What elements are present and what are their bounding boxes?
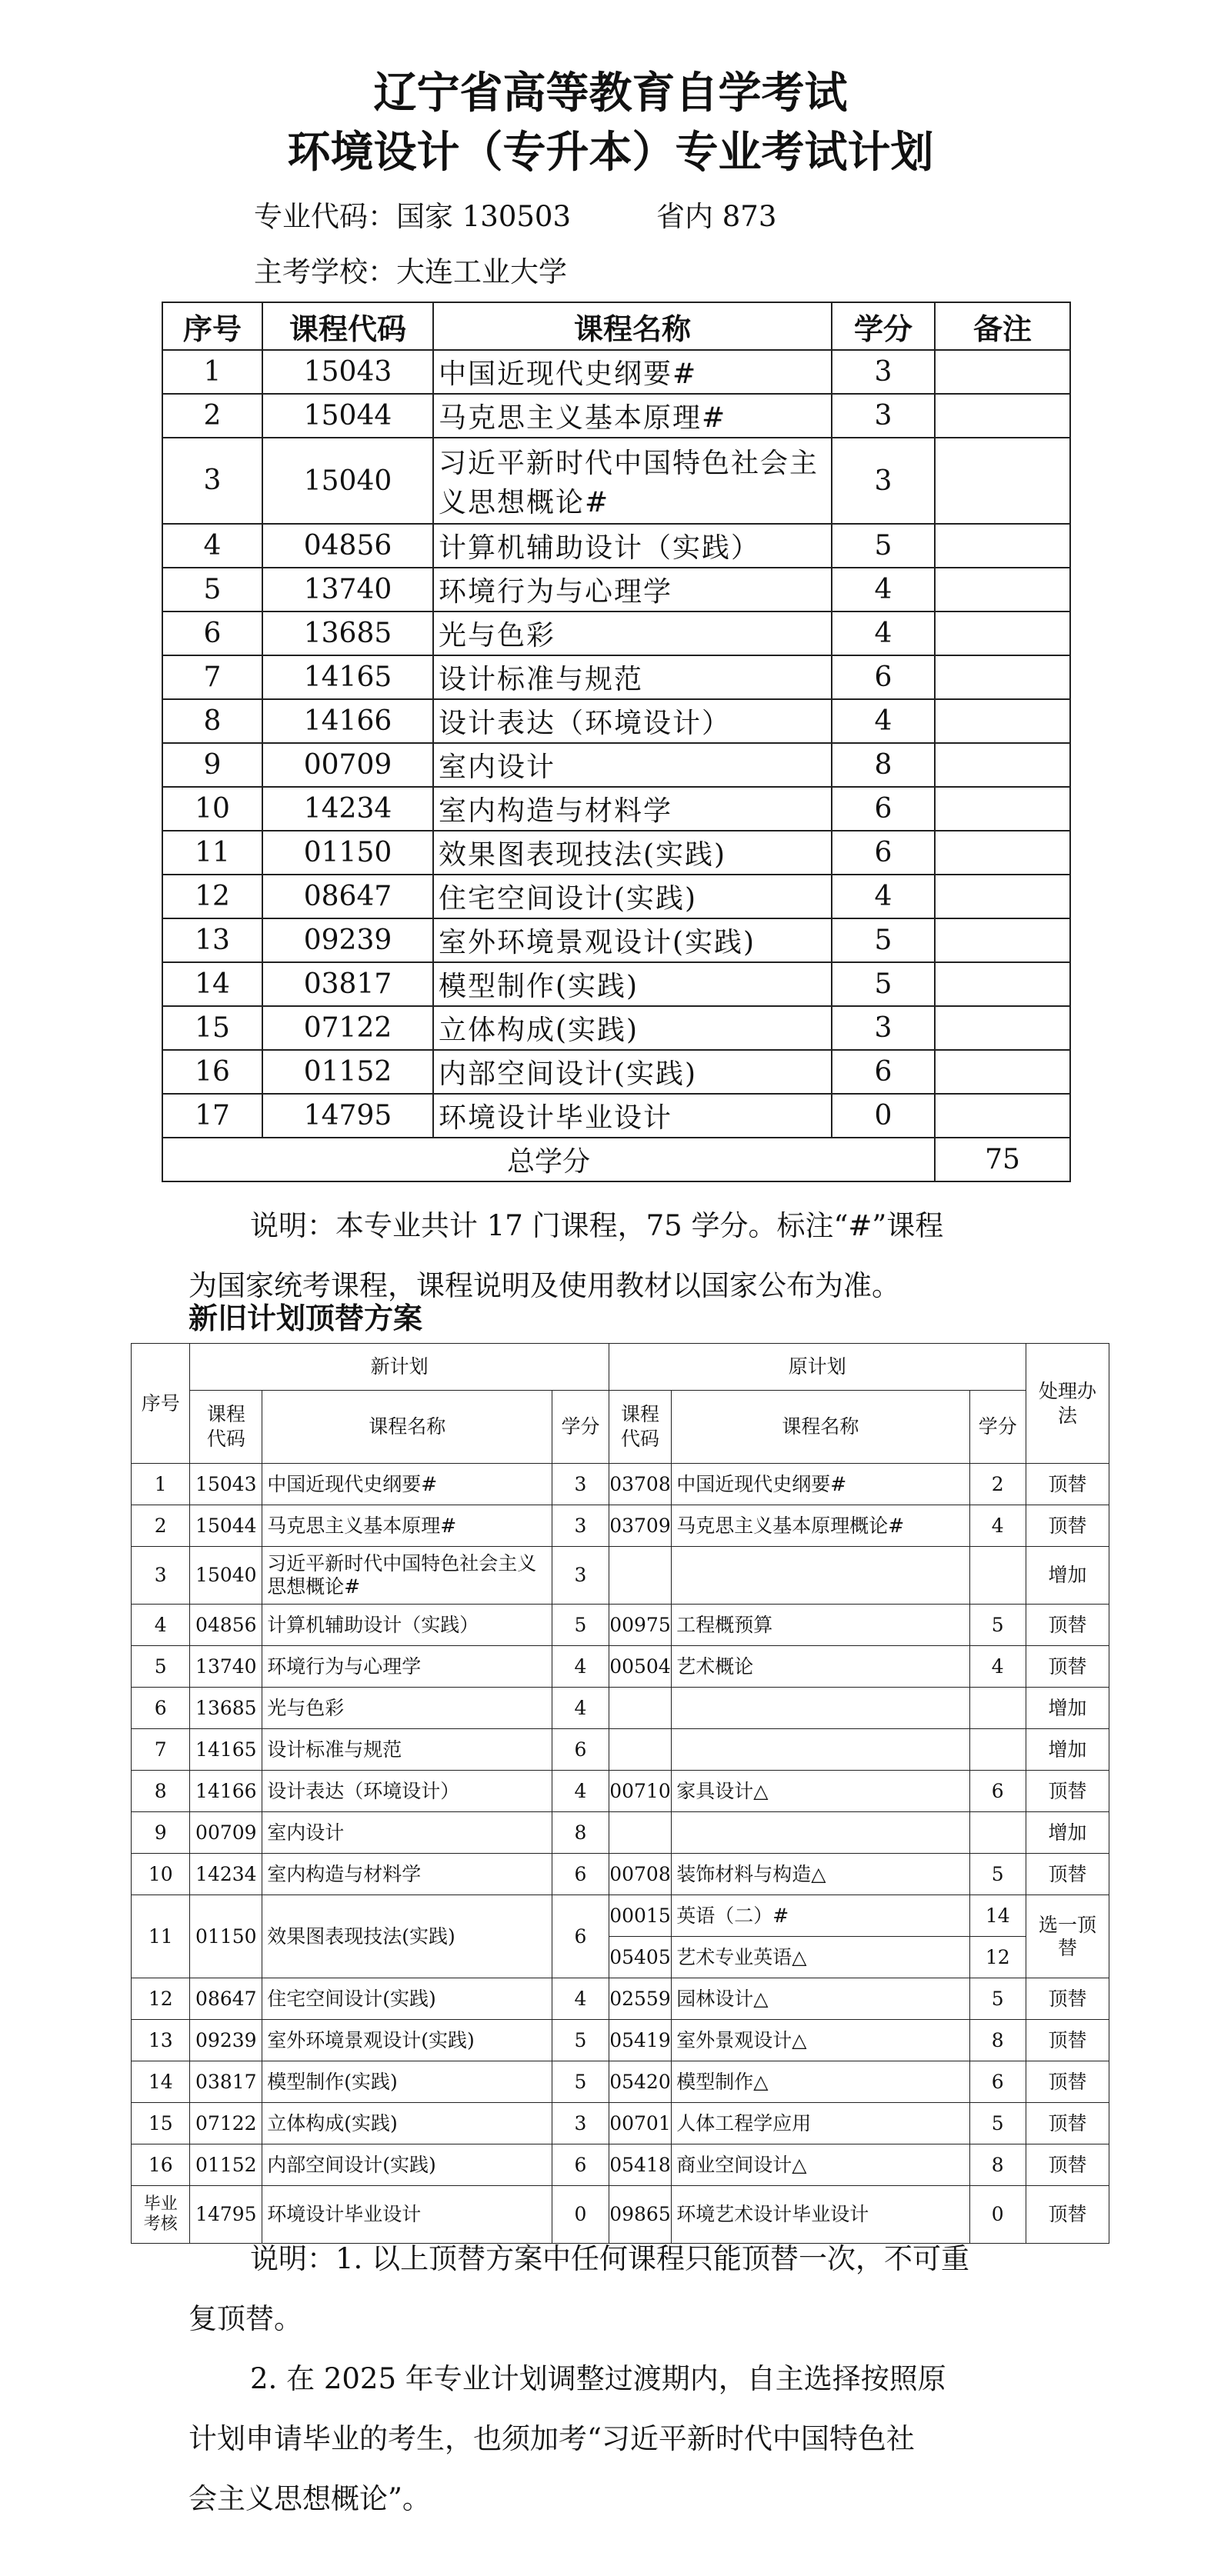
- cell-no: 11: [162, 831, 262, 875]
- replace-note-p1-line1: 说明：1. 以上顶替方案中任何课程只能顶替一次，不可重: [250, 2242, 970, 2275]
- cell-credit: 3: [832, 350, 935, 394]
- cell-new-name: 光与色彩: [262, 1688, 552, 1729]
- cell-name: 马克思主义基本原理#: [433, 394, 832, 438]
- cell-no: 12: [132, 1978, 190, 2020]
- cell-note: [935, 438, 1070, 524]
- cell-new-code: 00709: [190, 1812, 262, 1854]
- cell-method: 增加: [1026, 1812, 1109, 1854]
- cell-new-credit: 6: [552, 1729, 609, 1771]
- cell-old-name: 装饰材料与构造△: [672, 1854, 969, 1895]
- table-row: [132, 1464, 1109, 1505]
- cell-no: 2: [162, 394, 262, 438]
- cell-method: 顶替: [1026, 2186, 1109, 2244]
- cell-old-code: 00701: [609, 2103, 672, 2144]
- table-row: [162, 1050, 1070, 1094]
- cell-note: [935, 962, 1070, 1006]
- cell-no: 9: [162, 743, 262, 787]
- cell-no: 3: [132, 1547, 190, 1605]
- cell-note: [935, 1050, 1070, 1094]
- cell-no: 4: [162, 524, 262, 568]
- cell-credit: 4: [832, 699, 935, 743]
- cell-no: 11: [132, 1895, 190, 1978]
- cell-code: 15040: [262, 438, 433, 524]
- cell-new-credit: 4: [552, 1646, 609, 1688]
- cell-old-name: 室外景观设计△: [672, 2020, 969, 2061]
- cell-no: 4: [132, 1605, 190, 1646]
- rh-new-credit: 学分: [552, 1391, 609, 1464]
- cell-new-credit: 3: [552, 1464, 609, 1505]
- cell-old-credit: 5: [969, 1978, 1026, 2020]
- replacement-table: [131, 1343, 1109, 2244]
- cell-new-name: 室内设计: [262, 1812, 552, 1854]
- cell-old-credit: 5: [969, 2103, 1026, 2144]
- cell-name: 设计表达（环境设计）: [433, 699, 832, 743]
- cell-old-name: [672, 1729, 969, 1771]
- cell-credit: 8: [832, 743, 935, 787]
- cell-method: 顶替: [1026, 1978, 1109, 2020]
- total-label: 总学分: [162, 1138, 935, 1181]
- cell-method: 增加: [1026, 1547, 1109, 1605]
- cell-old-credit: 6: [969, 2061, 1026, 2103]
- cell-name: 住宅空间设计(实践): [433, 875, 832, 918]
- cell-no: 3: [162, 438, 262, 524]
- cell-method: 顶替: [1026, 2144, 1109, 2186]
- cell-credit: 4: [832, 875, 935, 918]
- cell-old-name: 家具设计△: [672, 1771, 969, 1812]
- rh-old-credit: 学分: [969, 1391, 1026, 1464]
- cell-note: [935, 568, 1070, 612]
- plan-note-line1: 说明：本专业共计 17 门课程，75 学分。标注“#”课程: [250, 1209, 944, 1242]
- table-row: [132, 1854, 1109, 1895]
- header-name: 课程名称: [433, 302, 832, 350]
- cell-new-code: 14166: [190, 1771, 262, 1812]
- cell-no: 8: [162, 699, 262, 743]
- cell-credit: 6: [832, 1050, 935, 1094]
- cell-old-code: 00710: [609, 1771, 672, 1812]
- total-value: 75: [935, 1138, 1070, 1181]
- rh-new-plan: 新计划: [190, 1344, 609, 1391]
- cell-no: 毕业考核: [132, 2186, 190, 2244]
- cell-old-code: 00504: [609, 1646, 672, 1688]
- plan-table-body: [162, 350, 1070, 1181]
- major-code-line: 专业代码：国家 130503 省内 873: [254, 200, 777, 233]
- cell-no: 1: [132, 1464, 190, 1505]
- cell-new-credit: 5: [552, 2061, 609, 2103]
- cell-name: 内部空间设计(实践): [433, 1050, 832, 1094]
- cell-new-code: 04856: [190, 1605, 262, 1646]
- cell-no: 15: [162, 1006, 262, 1050]
- cell-old-code: 05419: [609, 2020, 672, 2061]
- cell-no: 13: [132, 2020, 190, 2061]
- cell-code: 15043: [262, 350, 433, 394]
- cell-code: 01150: [262, 831, 433, 875]
- table-row: [162, 438, 1070, 524]
- cell-no: 13: [162, 918, 262, 962]
- cell-name: 室外环境景观设计(实践): [433, 918, 832, 962]
- table-row: [162, 394, 1070, 438]
- cell-note: [935, 831, 1070, 875]
- cell-new-credit: 6: [552, 2144, 609, 2186]
- cell-old-name: [672, 1547, 969, 1605]
- cell-new-code: 09239: [190, 2020, 262, 2061]
- cell-new-name: 模型制作(实践): [262, 2061, 552, 2103]
- cell-no: 9: [132, 1812, 190, 1854]
- replace-row-11: [132, 1895, 1109, 1978]
- header-no: 序号: [162, 302, 262, 350]
- replace-table-body-a: [132, 1464, 1109, 1895]
- cell-note: [935, 1094, 1070, 1138]
- cell-new-code: 01152: [190, 2144, 262, 2186]
- header-note: 备注: [935, 302, 1070, 350]
- table-row: [162, 350, 1070, 394]
- cell-code: 14795: [262, 1094, 433, 1138]
- cell-credit: 5: [832, 524, 935, 568]
- table-row: [162, 831, 1070, 875]
- cell-note: [935, 350, 1070, 394]
- doc-title-line1: 辽宁省高等教育自学考试: [373, 68, 848, 118]
- cell-old-code: [609, 1812, 672, 1854]
- cell-new-name: 室内构造与材料学: [262, 1854, 552, 1895]
- replace-note-p2-line2: 计划申请毕业的考生，也须加考“习近平新时代中国特色社: [188, 2422, 915, 2455]
- header-credit: 学分: [832, 302, 935, 350]
- rh-old-plan: 原计划: [609, 1344, 1026, 1391]
- cell-old-credit: 14: [969, 1895, 1026, 1937]
- cell-method: 增加: [1026, 1688, 1109, 1729]
- cell-credit: 4: [832, 612, 935, 655]
- cell-old-name: 商业空间设计△: [672, 2144, 969, 2186]
- table-row: [162, 612, 1070, 655]
- cell-credit: 3: [832, 394, 935, 438]
- table-row: [132, 1505, 1109, 1547]
- table-row: [162, 1094, 1070, 1138]
- cell-new-credit: 8: [552, 1812, 609, 1854]
- cell-no: 6: [132, 1688, 190, 1729]
- cell-new-name: 立体构成(实践): [262, 2103, 552, 2144]
- cell-old-credit: 8: [969, 2144, 1026, 2186]
- cell-old-code: [609, 1688, 672, 1729]
- cell-credit: 3: [832, 1006, 935, 1050]
- cell-old-name: 艺术概论: [672, 1646, 969, 1688]
- cell-old-credit: 8: [969, 2020, 1026, 2061]
- cell-old-code: 02559: [609, 1978, 672, 2020]
- cell-new-name: 马克思主义基本原理#: [262, 1505, 552, 1547]
- cell-no: 7: [132, 1729, 190, 1771]
- cell-old-code: [609, 1729, 672, 1771]
- cell-credit: 0: [832, 1094, 935, 1138]
- cell-code: 03817: [262, 962, 433, 1006]
- cell-note: [935, 918, 1070, 962]
- cell-new-name: 设计表达（环境设计）: [262, 1771, 552, 1812]
- cell-new-name: 习近平新时代中国特色社会主义思想概论#: [262, 1547, 552, 1605]
- cell-new-name: 住宅空间设计(实践): [262, 1978, 552, 2020]
- table-row: [132, 2103, 1109, 2144]
- cell-new-credit: 3: [552, 2103, 609, 2144]
- cell-old-code: 05418: [609, 2144, 672, 2186]
- cell-new-name: 中国近现代史纲要#: [262, 1464, 552, 1505]
- cell-name: 习近平新时代中国特色社会主义思想概论#: [433, 438, 832, 524]
- table-row: [132, 1646, 1109, 1688]
- replace-note-p2-line1: 2. 在 2025 年专业计划调整过渡期内，自主选择按照原: [250, 2362, 946, 2395]
- cell-new-code: 15044: [190, 1505, 262, 1547]
- total-row: [162, 1138, 1070, 1181]
- cell-old-credit: 4: [969, 1646, 1026, 1688]
- cell-no: 5: [162, 568, 262, 612]
- plan-note-line2: 为国家统考课程，课程说明及使用教材以国家公布为准。: [188, 1269, 900, 1302]
- cell-method: 增加: [1026, 1729, 1109, 1771]
- cell-credit: 4: [832, 568, 935, 612]
- cell-method: 顶替: [1026, 2061, 1109, 2103]
- cell-new-name: 计算机辅助设计（实践）: [262, 1605, 552, 1646]
- cell-new-credit: 4: [552, 1771, 609, 1812]
- cell-no: 16: [162, 1050, 262, 1094]
- cell-name: 效果图表现技法(实践): [433, 831, 832, 875]
- cell-credit: 6: [832, 655, 935, 699]
- cell-code: 14234: [262, 787, 433, 831]
- cell-no: 12: [162, 875, 262, 918]
- cell-new-code: 08647: [190, 1978, 262, 2020]
- cell-no: 1: [162, 350, 262, 394]
- cell-old-credit: 0: [969, 2186, 1026, 2244]
- cell-new-credit: 4: [552, 1688, 609, 1729]
- cell-new-code: 15040: [190, 1547, 262, 1605]
- cell-old-code: 09865: [609, 2186, 672, 2244]
- cell-method: 顶替: [1026, 1854, 1109, 1895]
- cell-new-credit: 4: [552, 1978, 609, 2020]
- table-row: [162, 1006, 1070, 1050]
- table-row: [132, 1978, 1109, 2020]
- cell-old-credit: [969, 1547, 1026, 1605]
- exam-plan-table: [162, 302, 1071, 1182]
- cell-new-name: 效果图表现技法(实践): [262, 1895, 552, 1978]
- table-row: [132, 2061, 1109, 2103]
- table-row: [132, 1729, 1109, 1771]
- cell-new-code: 15043: [190, 1464, 262, 1505]
- table-row: [162, 962, 1070, 1006]
- cell-new-credit: 6: [552, 1895, 609, 1978]
- replace-header-row2: [132, 1391, 1109, 1464]
- cell-old-name: [672, 1812, 969, 1854]
- cell-old-code: 05405: [609, 1937, 672, 1978]
- cell-old-name: 环境艺术设计毕业设计: [672, 2186, 969, 2244]
- cell-name: 设计标准与规范: [433, 655, 832, 699]
- cell-note: [935, 524, 1070, 568]
- cell-name: 室内设计: [433, 743, 832, 787]
- table-row: [162, 699, 1070, 743]
- cell-old-name: 工程概预算: [672, 1605, 969, 1646]
- cell-new-code: 14165: [190, 1729, 262, 1771]
- cell-new-credit: 3: [552, 1547, 609, 1605]
- table-row: [162, 568, 1070, 612]
- cell-no: 16: [132, 2144, 190, 2186]
- table-row: [132, 2020, 1109, 2061]
- cell-old-name: 人体工程学应用: [672, 2103, 969, 2144]
- cell-new-code: 14795: [190, 2186, 262, 2244]
- cell-new-credit: 0: [552, 2186, 609, 2244]
- cell-new-code: 01150: [190, 1895, 262, 1978]
- cell-old-name: 园林设计△: [672, 1978, 969, 2020]
- cell-old-name: [672, 1688, 969, 1729]
- cell-method: 顶替: [1026, 1505, 1109, 1547]
- table-row: [132, 1895, 1109, 1937]
- cell-code: 07122: [262, 1006, 433, 1050]
- cell-credit: 6: [832, 831, 935, 875]
- cell-old-code: 03708: [609, 1464, 672, 1505]
- cell-method: 顶替: [1026, 1646, 1109, 1688]
- plan-note: [188, 1196, 1073, 1316]
- cell-name: 环境行为与心理学: [433, 568, 832, 612]
- cell-note: [935, 612, 1070, 655]
- replace-note-p2-line3: 会主义思想概论”。: [188, 2482, 431, 2515]
- cell-new-credit: 3: [552, 1505, 609, 1547]
- cell-no: 10: [162, 787, 262, 831]
- cell-note: [935, 1006, 1070, 1050]
- cell-note: [935, 699, 1070, 743]
- cell-method: 顶替: [1026, 2103, 1109, 2144]
- cell-old-name: 中国近现代史纲要#: [672, 1464, 969, 1505]
- table-row: [132, 1547, 1109, 1605]
- rh-new-name: 课程名称: [262, 1391, 552, 1464]
- cell-new-code: 13685: [190, 1688, 262, 1729]
- cell-old-credit: [969, 1729, 1026, 1771]
- cell-credit: 6: [832, 787, 935, 831]
- cell-code: 04856: [262, 524, 433, 568]
- cell-new-credit: 5: [552, 1605, 609, 1646]
- table-row: [162, 655, 1070, 699]
- cell-no: 14: [162, 962, 262, 1006]
- cell-name: 立体构成(实践): [433, 1006, 832, 1050]
- cell-no: 8: [132, 1771, 190, 1812]
- table-row: [162, 743, 1070, 787]
- cell-new-code: 14234: [190, 1854, 262, 1895]
- cell-code: 09239: [262, 918, 433, 962]
- cell-old-code: [609, 1547, 672, 1605]
- cell-new-name: 环境行为与心理学: [262, 1646, 552, 1688]
- rh-new-code: 课程代码: [190, 1391, 262, 1464]
- table-row: [132, 1771, 1109, 1812]
- doc-title-line2: 环境设计（专升本）专业考试计划: [287, 128, 934, 178]
- table-row: [132, 2144, 1109, 2186]
- cell-old-code: 03709: [609, 1505, 672, 1547]
- table-row: [162, 787, 1070, 831]
- cell-code: 01152: [262, 1050, 433, 1094]
- cell-code: 13740: [262, 568, 433, 612]
- rh-no: 序号: [132, 1344, 190, 1464]
- cell-no: 7: [162, 655, 262, 699]
- cell-method: 顶替: [1026, 1605, 1109, 1646]
- cell-new-code: 03817: [190, 2061, 262, 2103]
- cell-old-credit: 6: [969, 1771, 1026, 1812]
- cell-name: 计算机辅助设计（实践）: [433, 524, 832, 568]
- cell-code: 00709: [262, 743, 433, 787]
- cell-new-name: 室外环境景观设计(实践): [262, 2020, 552, 2061]
- cell-name: 中国近现代史纲要#: [433, 350, 832, 394]
- header-code: 课程代码: [262, 302, 433, 350]
- cell-old-name: 模型制作△: [672, 2061, 969, 2103]
- cell-old-credit: 5: [969, 1605, 1026, 1646]
- replace-header-row1: [132, 1344, 1109, 1391]
- cell-old-credit: 12: [969, 1937, 1026, 1978]
- rh-method: 处理办法: [1026, 1344, 1109, 1464]
- cell-new-code: 07122: [190, 2103, 262, 2144]
- cell-old-code: 00975: [609, 1605, 672, 1646]
- cell-note: [935, 875, 1070, 918]
- cell-method: 顶替: [1026, 2020, 1109, 2061]
- cell-note: [935, 787, 1070, 831]
- cell-credit: 5: [832, 918, 935, 962]
- table-row: [162, 524, 1070, 568]
- cell-old-name: 艺术专业英语△: [672, 1937, 969, 1978]
- rh-old-code: 课程代码: [609, 1391, 672, 1464]
- cell-old-code: 05420: [609, 2061, 672, 2103]
- cell-no: 5: [132, 1646, 190, 1688]
- cell-credit: 3: [832, 438, 935, 524]
- cell-method: 选一顶替: [1026, 1895, 1109, 1978]
- cell-name: 模型制作(实践): [433, 962, 832, 1006]
- cell-note: [935, 743, 1070, 787]
- table-row: [132, 1605, 1109, 1646]
- cell-new-credit: 6: [552, 1854, 609, 1895]
- cell-no: 17: [162, 1094, 262, 1138]
- host-school-line: 主考学校：大连工业大学: [254, 255, 567, 288]
- cell-new-name: 内部空间设计(实践): [262, 2144, 552, 2186]
- table-row: [162, 918, 1070, 962]
- cell-old-code: 00015: [609, 1895, 672, 1937]
- replace-note-p1-line2: 复顶替。: [188, 2302, 302, 2335]
- cell-note: [935, 655, 1070, 699]
- cell-credit: 5: [832, 962, 935, 1006]
- cell-method: 顶替: [1026, 1771, 1109, 1812]
- table-row: [132, 1812, 1109, 1854]
- cell-no: 15: [132, 2103, 190, 2144]
- cell-no: 6: [162, 612, 262, 655]
- cell-no: 2: [132, 1505, 190, 1547]
- cell-note: [935, 394, 1070, 438]
- cell-old-credit: 4: [969, 1505, 1026, 1547]
- cell-no: 14: [132, 2061, 190, 2103]
- cell-old-name: 马克思主义基本原理概论#: [672, 1505, 969, 1547]
- cell-no: 10: [132, 1854, 190, 1895]
- rh-old-name: 课程名称: [672, 1391, 969, 1464]
- cell-old-credit: [969, 1688, 1026, 1729]
- cell-code: 14166: [262, 699, 433, 743]
- replace-heading: 新旧计划顶替方案: [188, 1301, 423, 1335]
- cell-name: 光与色彩: [433, 612, 832, 655]
- replace-table-body-b: [132, 1978, 1109, 2244]
- cell-code: 14165: [262, 655, 433, 699]
- cell-name: 室内构造与材料学: [433, 787, 832, 831]
- cell-name: 环境设计毕业设计: [433, 1094, 832, 1138]
- cell-old-code: 00708: [609, 1854, 672, 1895]
- replace-note: [188, 2229, 1073, 2529]
- cell-new-name: 环境设计毕业设计: [262, 2186, 552, 2244]
- cell-code: 08647: [262, 875, 433, 918]
- cell-new-code: 13740: [190, 1646, 262, 1688]
- cell-old-credit: 2: [969, 1464, 1026, 1505]
- cell-old-credit: 5: [969, 1854, 1026, 1895]
- cell-new-credit: 5: [552, 2020, 609, 2061]
- cell-old-name: 英语（二）#: [672, 1895, 969, 1937]
- table-row: [132, 1688, 1109, 1729]
- table-row: [162, 875, 1070, 918]
- cell-method: 顶替: [1026, 1464, 1109, 1505]
- cell-new-name: 设计标准与规范: [262, 1729, 552, 1771]
- plan-table-header: [162, 302, 1070, 350]
- cell-code: 13685: [262, 612, 433, 655]
- cell-code: 15044: [262, 394, 433, 438]
- cell-old-credit: [969, 1812, 1026, 1854]
